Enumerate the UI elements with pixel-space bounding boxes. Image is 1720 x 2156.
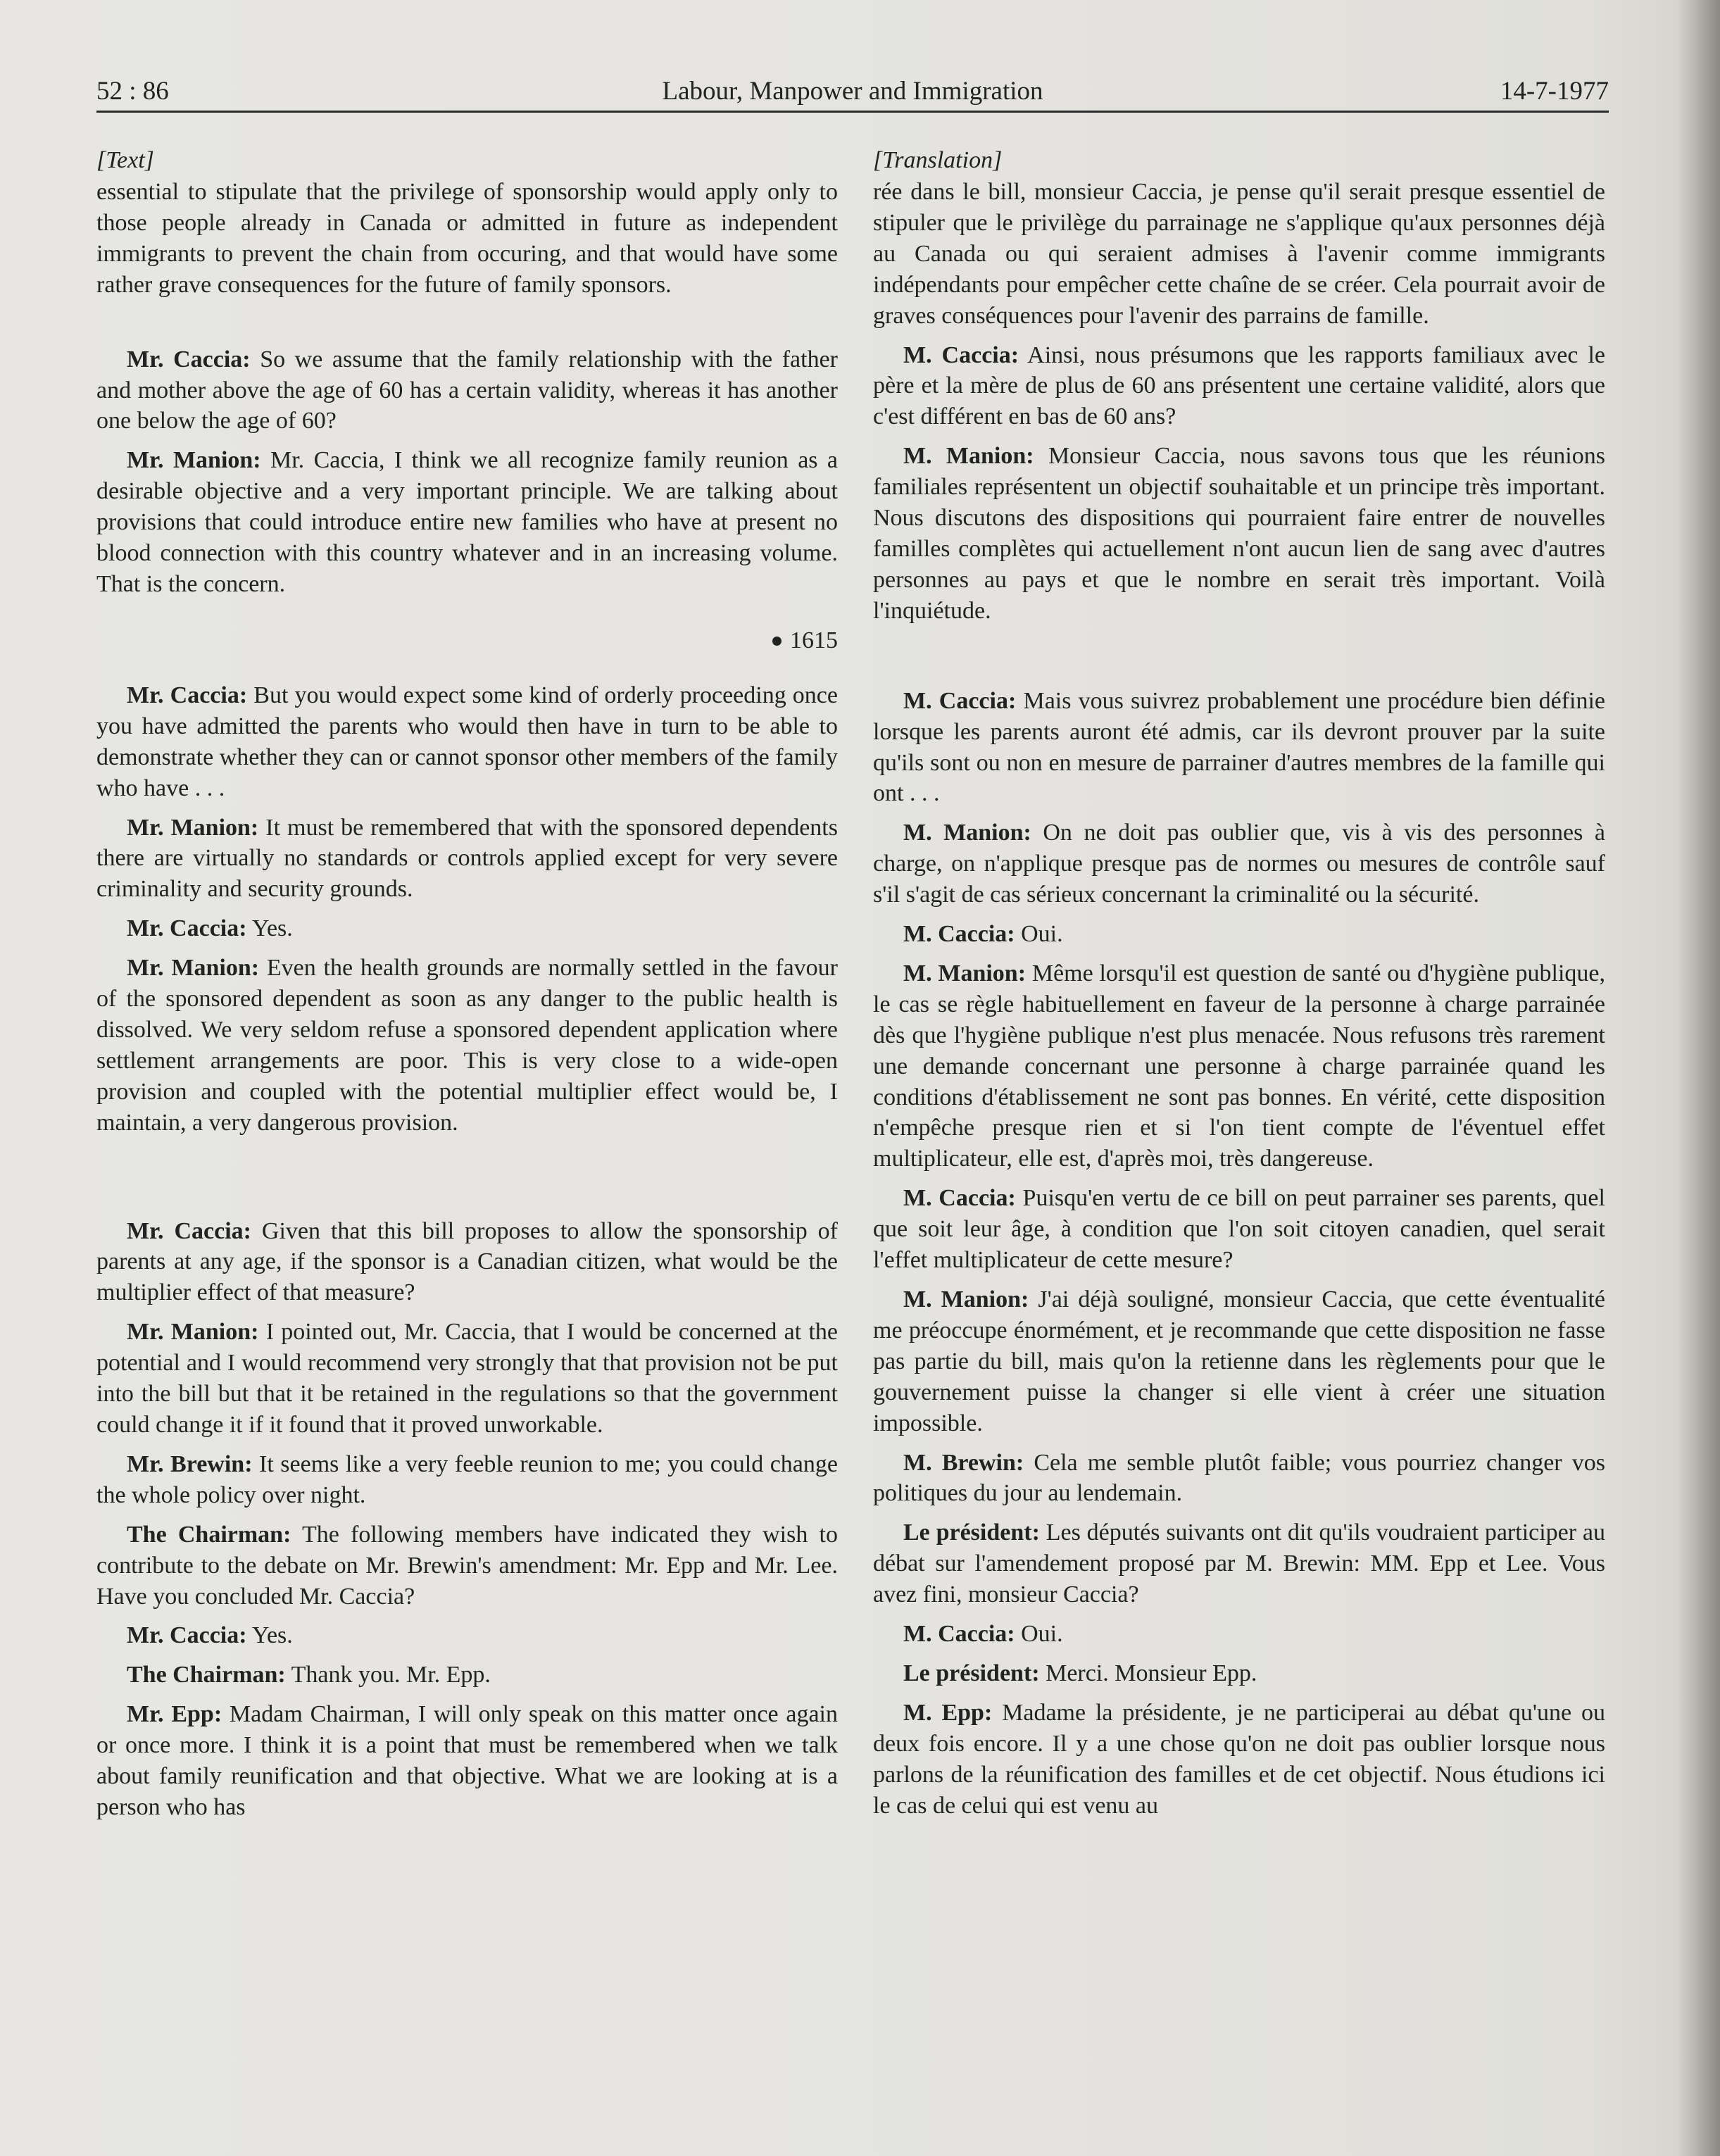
speech-paragraph — [873, 441, 1605, 626]
speech-text: Mais vous suivrez probablement une procédure bien définie lorsque les parents auront été admis, car ils devront prouver par la suite qu'ils sont ou non en mesure de parrainer d'autres membres de la famille qui ont . . . — [873, 687, 1605, 807]
speech-text: Oui. — [1015, 921, 1063, 948]
header-title: Labour, Manpower and Immigration — [662, 77, 1043, 106]
speaker-name: Mr. Manion: — [127, 955, 260, 982]
speech-text: But you would expect some kind of orderly proceeding once you have admitted the parents who would then have in turn to be able to demonstrate whether they can or cannot sponsor other members of the family who have . . . — [96, 682, 838, 801]
speech-text: I pointed out, Mr. Caccia, that I would be concerned at the potential and I would recommend very strongly that that provision not be put into the bill but that it be retained in the regulations so that the government could change it if it found that it proved unworkable. — [96, 1319, 838, 1438]
speech-paragraph — [873, 1658, 1605, 1689]
speech-text: J'ai déjà souligné, monsieur Caccia, que cette éventualité me préoccupe énormément, et je recommande que cette disposition ne fasse pas partie du bill, mais qu'on la retienne dans les règlements pour que le gouvernement puisse la changer si elle vient à créer une situation impossible. — [873, 1286, 1605, 1436]
speech-text: So we assume that the family relationship with the father and mother above the age of 60 has a certain validity, whereas it has another one below the age of 60? — [96, 346, 838, 434]
speaker-name: M. Brewin: — [903, 1449, 1024, 1476]
speech-text: Les députés suivants ont dit qu'ils voudraient participer au débat sur l'amendement proposé par M. Brewin: MM. Epp et Lee. Vous avez fini, monsieur Caccia? — [873, 1519, 1606, 1608]
speech-paragraph — [96, 1449, 838, 1511]
speaker-name: Mr. Manion: — [127, 1319, 259, 1346]
speaker-name: Mr. Manion: — [127, 814, 259, 841]
speech-paragraph — [873, 1698, 1605, 1822]
speech-paragraph — [873, 958, 1605, 1174]
french-column — [873, 144, 1605, 1830]
speaker-name: Le président: — [903, 1660, 1040, 1686]
speaker-name: Mr. Brewin: — [127, 1450, 253, 1477]
speech-paragraph — [96, 1216, 838, 1309]
speaker-name: M. Caccia: — [903, 921, 1015, 948]
time-marker-text: 1615 — [790, 627, 838, 653]
speech-text: Cela me semble plutôt faible; vous pourriez changer vos politiques du jour au lendemain. — [873, 1449, 1605, 1507]
speaker-name: Mr. Manion: — [127, 447, 261, 474]
speech-paragraph — [96, 1699, 838, 1823]
speaker-name: Mr. Caccia: — [127, 682, 248, 708]
speech-paragraph — [96, 1620, 838, 1651]
speech-text: Given that this bill proposes to allow the sponsorship of parents at any age, if the sponsor is a Canadian citizen, what would be the multiplier effect of that measure? — [96, 1217, 838, 1306]
opening-paragraph: rée dans le bill, monsieur Caccia, je pense qu'il serait presque essentiel de stipuler que le privilège du parrainage ne s'applique qu'aux personnes déjà au Canada ou qui seraient admises à l'avenir comme immigrants indépendants pour empêcher cette chaîne de se créer. Cela pourrait avoir de graves conséquences pour l'avenir des parrains de famille. — [873, 179, 1605, 329]
opening-paragraph: essential to stipulate that the privilege of sponsorship would apply only to those people already in Canada or admitted in future as independent immigrants to prevent the chain from occuring, and that would have some rather grave consequences for the future of family sponsors. — [96, 179, 838, 298]
speaker-name: Mr. Caccia: — [127, 915, 247, 942]
page-number: 52 : 86 — [96, 77, 169, 106]
speech-paragraph — [873, 817, 1605, 910]
speech-paragraph — [96, 913, 838, 944]
speech-text: Yes. — [246, 915, 293, 942]
speech-paragraph — [873, 1517, 1605, 1610]
speech-paragraph — [96, 1317, 838, 1441]
speaker-name: M. Manion: — [903, 960, 1027, 986]
speech-text: Monsieur Caccia, nous savons tous que les réunions familiales représentent un objectif souhaitable et un principe très important. Nous discutons des dispositions qui pourraient faire entrer de nouvelles familles complètes qui actuellement n'ont aucun lien de sang avec d'autres personnes au pays et que le nombre en serait très important. Voilà l'inquiétude. — [873, 443, 1605, 624]
speaker-name: Mr. Caccia: — [127, 1622, 247, 1649]
speech-paragraph — [96, 680, 838, 804]
speaker-name: The Chairman: — [127, 1662, 286, 1688]
speech-paragraph — [96, 953, 838, 1138]
speaker-name: M. Manion: — [903, 443, 1034, 470]
speech-paragraph — [873, 340, 1605, 433]
speaker-name: M. Caccia: — [903, 341, 1019, 368]
speech-paragraph — [873, 686, 1605, 810]
speaker-name: M. Caccia: — [903, 687, 1017, 714]
speech-text: Madame la présidente, je ne participerai au débat qu'une ou deux fois encore. Il y a une chose qu'on ne doit pas oublier lorsque nous parlons de la réunification des familles et de cet objectif. Nous étudions ici le cas de celui qui est venu au — [873, 1699, 1605, 1819]
speaker-name: The Chairman: — [127, 1521, 291, 1548]
speech-paragraph — [873, 1183, 1605, 1276]
speaker-name: Le président: — [903, 1519, 1040, 1546]
speaker-name: Mr. Epp: — [127, 1701, 222, 1728]
speech-paragraph — [96, 813, 838, 905]
speech-text: Puisqu'en vertu de ce bill on peut parrainer ses parents, quel que soit leur âge, à condition que l'on soit citoyen canadien, quel serait l'effet multiplicateur de cette mesure? — [873, 1185, 1605, 1274]
speech-paragraph — [873, 1448, 1605, 1510]
speech-paragraph — [96, 1519, 838, 1612]
speaker-name: Mr. Caccia: — [127, 1217, 251, 1244]
speech-text: Thank you. Mr. Epp. — [285, 1662, 491, 1688]
speaker-name: M. Caccia: — [903, 1185, 1016, 1212]
speech-text: It seems like a very feeble reunion to me; you could change the whole policy over night. — [96, 1450, 838, 1508]
running-header — [96, 72, 1609, 111]
english-column — [96, 144, 838, 1831]
speech-paragraph — [873, 1619, 1605, 1650]
speech-paragraph — [873, 919, 1605, 950]
speech-text: Even the health grounds are normally settled in the favour of the sponsored dependent as soon as any danger to the public health is dissolved. We very seldom refuse a sponsored dependent application where settlement arrangements are poor. This is very close to a wide-open provision and coupled with the potential multiplier effect would be, I maintain, a very dangerous provision. — [96, 955, 838, 1136]
speaker-name: M. Manion: — [903, 1286, 1029, 1312]
speech-text: Mr. Caccia, I think we all recognize family reunion as a desirable objective and a very important principle. We are talking about provisions that could introduce entire new families who have at present no blood connection with this country whatever and in an increasing volume. That is the concern. — [96, 447, 838, 597]
speech-text: Yes. — [246, 1622, 293, 1649]
speech-paragraph — [96, 1660, 838, 1691]
speaker-name: Mr. Caccia: — [127, 346, 251, 372]
speaker-name: M. Epp: — [903, 1699, 993, 1726]
column-label: [Text] — [96, 147, 154, 173]
speech-paragraph — [96, 344, 838, 437]
header-rule — [96, 111, 1609, 113]
speech-paragraph — [873, 1284, 1605, 1439]
speech-text: On ne doit pas oublier que, vis à vis des personnes à charge, on n'applique presque pas de normes ou mesures de contrôle sauf s'il s'agit de cas sérieux concernant la criminalité ou la sécurité. — [873, 820, 1605, 908]
speaker-name: M. Manion: — [903, 820, 1031, 846]
speech-text: Oui. — [1015, 1621, 1063, 1648]
speech-text: Ainsi, nous présumons que les rapports familiaux avec le père et la mère de plus de 60 ans présentent une certaine validité, alors que c'est différent en bas de 60 ans? — [873, 341, 1605, 430]
bullet-icon — [772, 637, 781, 646]
header-date: 14-7-1977 — [1500, 77, 1609, 106]
speech-text: Madam Chairman, I will only speak on this matter once again or once more. I think it is a point that must be remembered when we talk about family reunification and that objective. What we are looking at is a person who has — [96, 1701, 838, 1820]
time-marker — [96, 625, 838, 656]
speech-text: Même lorsqu'il est question de santé ou d'hygiène publique, le cas se règle habituellement en faveur de la personne à charge parrainée dès que l'hygiène publique n'est plus menacée. Nous refusons très rarement une demande concernant une personne à charge parrainée quand les conditions d'établissement ne sont pas bonnes. En vérité, cette disposition n'empêche presque rien et si l'on tient compte de l'éventuel effet multiplicateur, elle est, d'après moi, très dangereuse. — [873, 960, 1605, 1172]
speech-text: Merci. Monsieur Epp. — [1039, 1660, 1257, 1686]
book-spine-shadow — [1678, 0, 1720, 2156]
speech-text: The following members have indicated they wish to contribute to the debate on Mr. Brewin's amendment: Mr. Epp and Mr. Lee. Have you concluded Mr. Caccia? — [96, 1521, 838, 1610]
column-label: [Translation] — [873, 147, 1003, 173]
speaker-name: M. Caccia: — [903, 1621, 1015, 1648]
speech-text: It must be remembered that with the sponsored dependents there are virtually no standards or controls applied except for very severe criminality and security grounds. — [96, 814, 838, 903]
speech-paragraph — [96, 445, 838, 600]
